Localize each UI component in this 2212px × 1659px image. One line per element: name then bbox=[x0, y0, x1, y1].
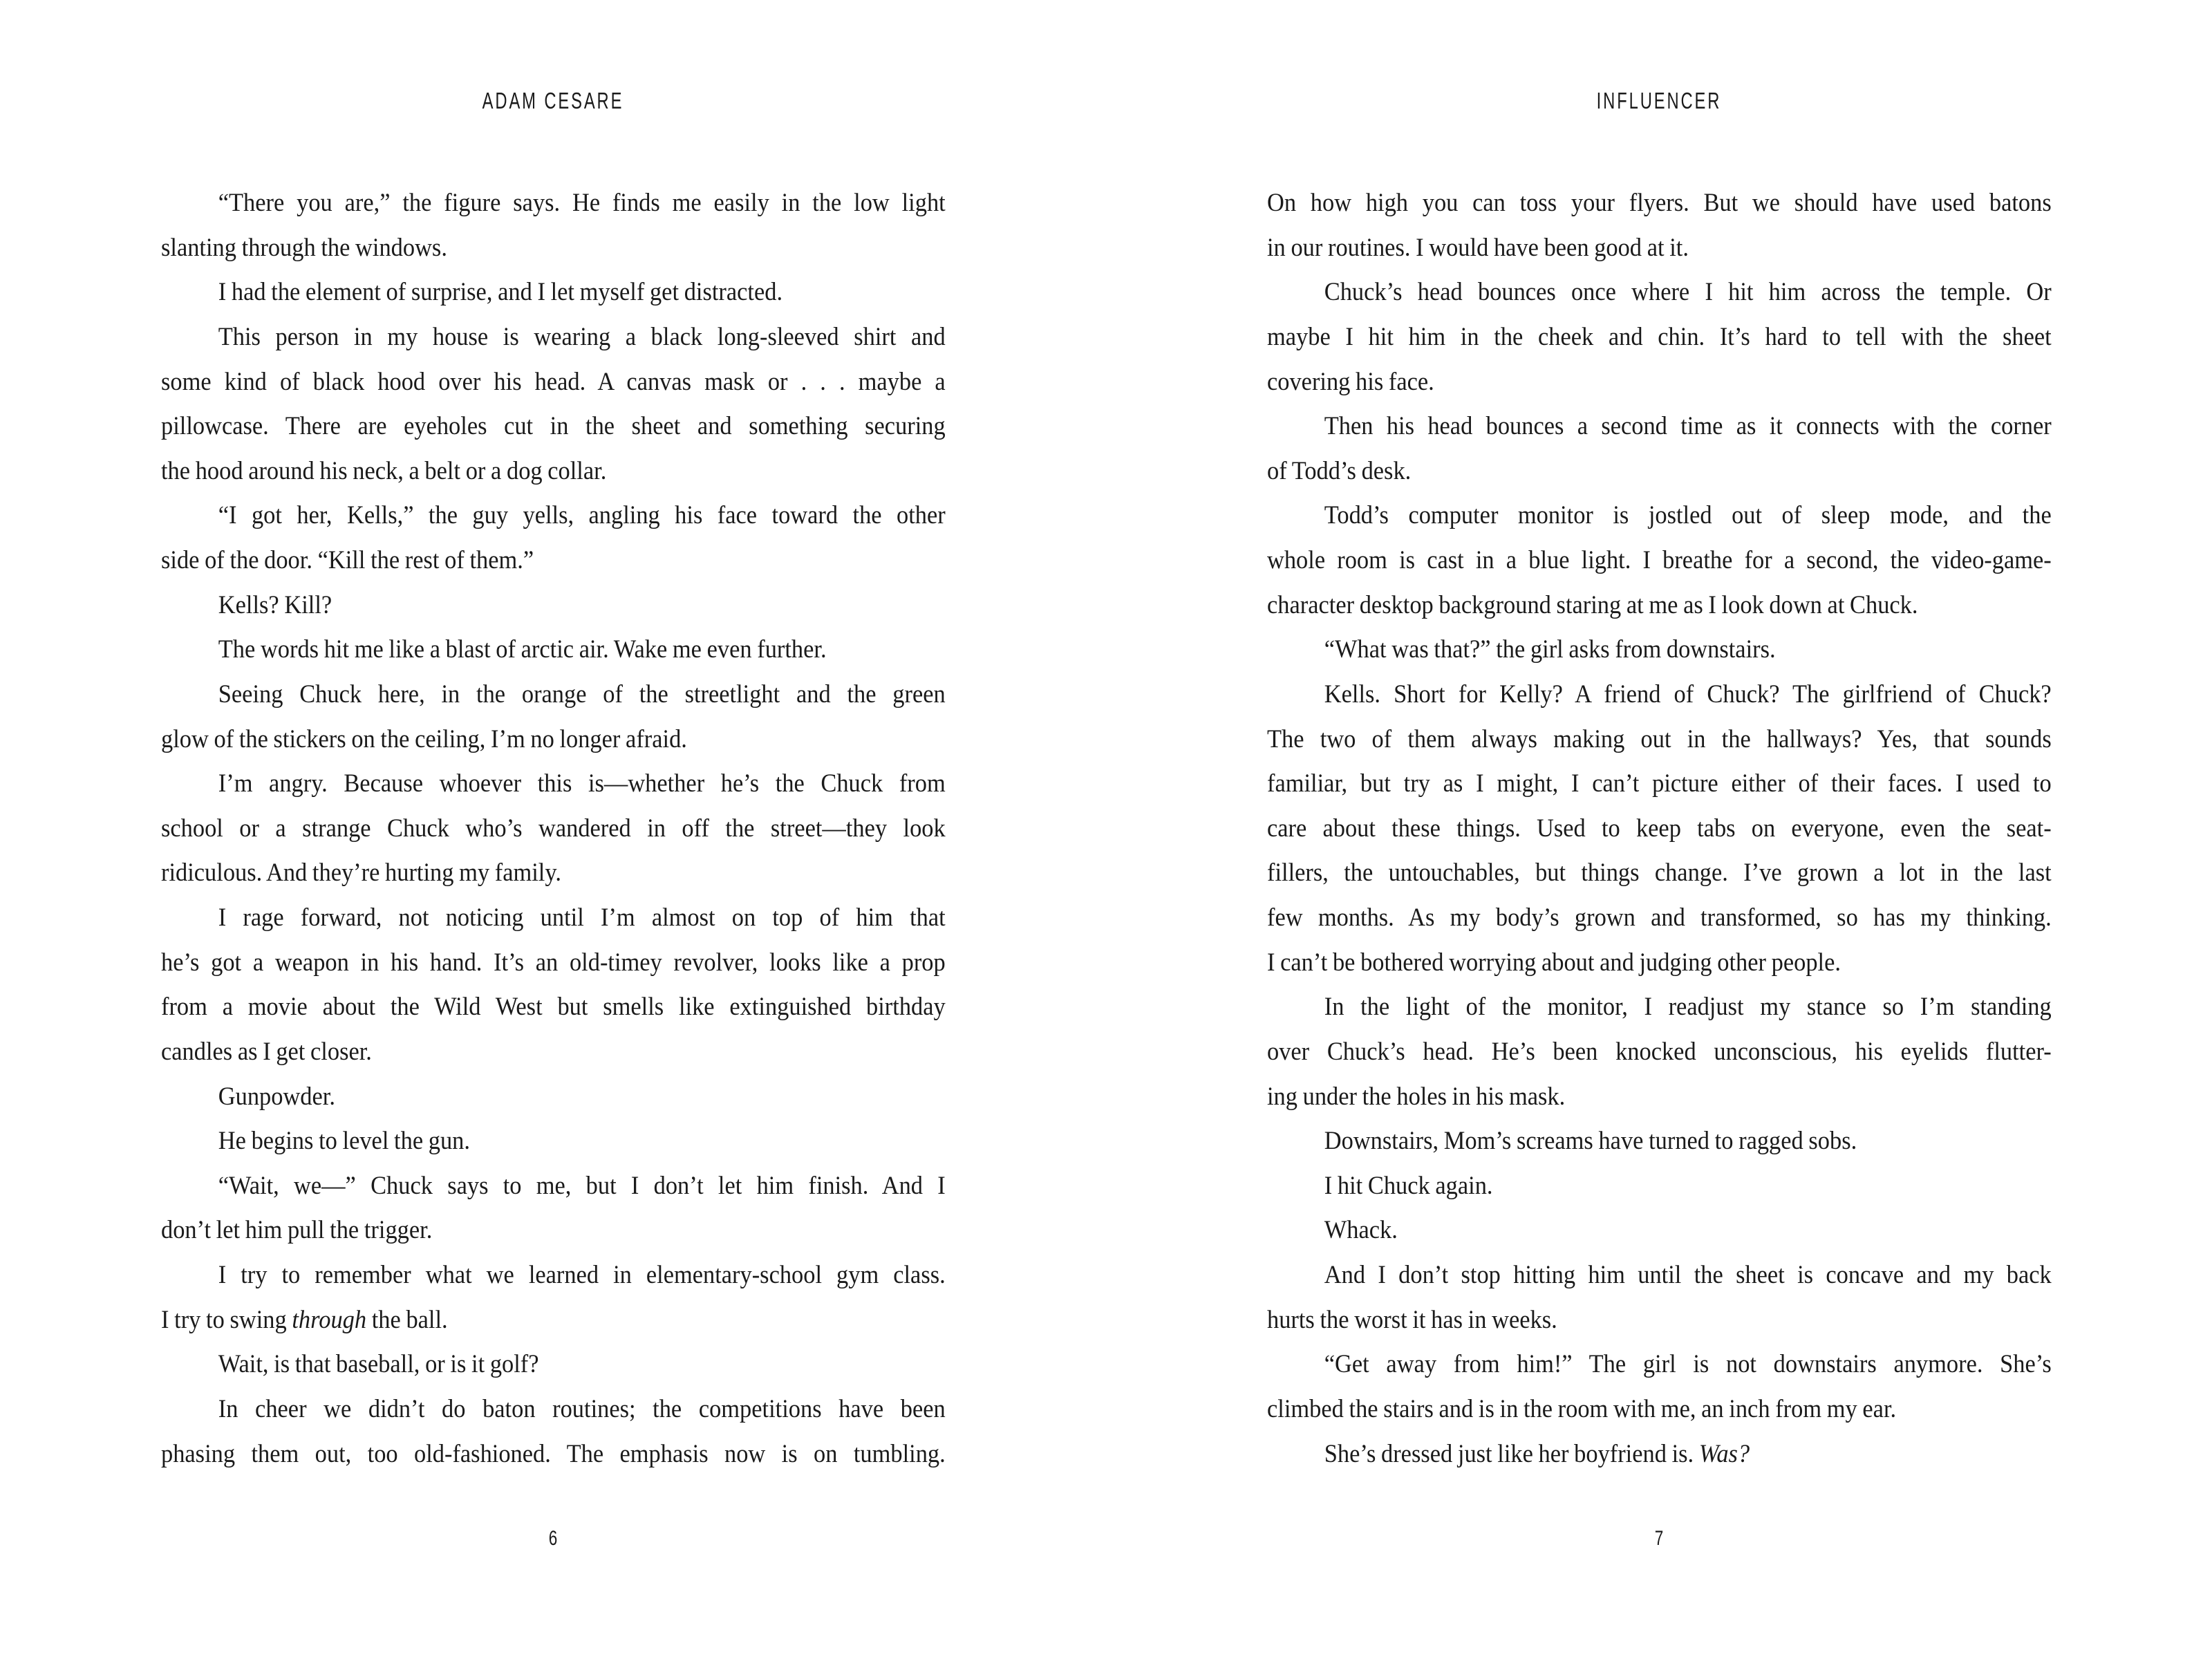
text-line bbox=[1267, 718, 2052, 762]
text-line bbox=[161, 1253, 946, 1298]
text-line bbox=[161, 807, 946, 852]
text-line bbox=[161, 360, 946, 405]
running-head-title: INFLUENCER bbox=[1596, 88, 1722, 113]
text-segment: in our routines. I would have been good at it. bbox=[1267, 233, 1689, 262]
text-line bbox=[1267, 896, 2052, 941]
text-segment: maybe I hit him in the cheek and chin. It’s hard to tell with the sheet bbox=[1267, 322, 2052, 351]
text-segment: climbed the stairs and is in the room with me, an inch from my ear. bbox=[1267, 1394, 1897, 1423]
text-segment: He begins to level the gun. bbox=[218, 1127, 470, 1156]
text-segment: This person in my house is wearing a black long-sleeved shirt and bbox=[218, 322, 946, 351]
text-segment: I’m angry. Because whoever this is—whether he’s the Chuck from bbox=[218, 769, 946, 798]
text-line bbox=[1267, 1164, 2052, 1209]
italic-text: through bbox=[292, 1305, 367, 1334]
text-line bbox=[1267, 628, 2052, 673]
text-segment: I hit Chuck again. bbox=[1324, 1171, 1493, 1200]
text-segment: whole room is cast in a blue light. I breathe for a second, the video-game- bbox=[1267, 546, 2052, 574]
text-line bbox=[161, 1298, 946, 1343]
text-line bbox=[161, 941, 946, 986]
text-segment: In cheer we didn’t do baton routines; the competitions have been bbox=[218, 1394, 946, 1423]
text-segment: “Get away from him!” The girl is not downstairs anymore. She’s bbox=[1324, 1350, 2052, 1379]
text-segment: Seeing Chuck here, in the orange of the streetlight and the green bbox=[218, 679, 946, 709]
text-segment: And I don’t stop hitting him until the sheet is concave and my back bbox=[1324, 1261, 2052, 1289]
text-segment: “There you are,” the figure says. He finds me easily in the low light bbox=[218, 189, 946, 217]
text-segment: hurts the worst it has in weeks. bbox=[1267, 1305, 1557, 1334]
text-line bbox=[161, 583, 946, 628]
running-head-author: ADAM CESARE bbox=[482, 88, 624, 113]
text-line bbox=[161, 226, 946, 271]
text-line bbox=[1267, 673, 2052, 718]
text-segment: “What was that?” the girl asks from downstairs. bbox=[1324, 635, 1776, 664]
text-line bbox=[1267, 1075, 2052, 1120]
text-segment: phasing them out, too old-fashioned. The emphasis now is on tumbling. bbox=[161, 1439, 946, 1468]
text-line bbox=[1267, 226, 2052, 271]
text-line bbox=[161, 1208, 946, 1253]
text-segment: care about these things. Used to keep tabs on everyone, even the seat- bbox=[1267, 814, 2052, 843]
text-segment: school or a strange Chuck who’s wandered in off the street—they look bbox=[161, 814, 946, 843]
text-line bbox=[161, 538, 946, 583]
text-segment: candles as I get closer. bbox=[161, 1037, 372, 1066]
text-line bbox=[161, 270, 946, 315]
text-segment: over Chuck’s head. He’s been knocked unconscious, his eyelids flutter- bbox=[1267, 1037, 2052, 1066]
text-line bbox=[161, 404, 946, 449]
text-segment: of Todd’s desk. bbox=[1267, 456, 1412, 485]
text-line bbox=[161, 985, 946, 1030]
body-text bbox=[161, 181, 946, 1477]
text-line bbox=[161, 1075, 946, 1120]
text-segment: side of the door. “Kill the rest of them.” bbox=[161, 546, 534, 574]
italic-text: Was? bbox=[1698, 1439, 1750, 1468]
text-line bbox=[1267, 807, 2052, 852]
text-line bbox=[1267, 1119, 2052, 1164]
text-line bbox=[1267, 1298, 2052, 1343]
text-segment: Downstairs, Mom’s screams have turned to ragged sobs. bbox=[1324, 1127, 1857, 1156]
text-line bbox=[161, 1432, 946, 1477]
text-line bbox=[161, 1342, 946, 1387]
text-segment: fillers, the untouchables, but things change. I’ve grown a lot in the last bbox=[1267, 859, 2052, 888]
text-line bbox=[161, 449, 946, 494]
text-line bbox=[161, 896, 946, 941]
text-line bbox=[1267, 270, 2052, 315]
text-segment: Todd’s computer monitor is jostled out of sleep mode, and the bbox=[1324, 501, 2052, 530]
text-line bbox=[161, 1030, 946, 1075]
text-line bbox=[161, 762, 946, 807]
text-segment: Whack. bbox=[1324, 1216, 1398, 1245]
text-segment: I try to remember what we learned in elementary-school gym class. bbox=[218, 1261, 946, 1289]
text-segment: The two of them always making out in the hallways? Yes, that sounds bbox=[1267, 724, 2052, 753]
text-segment: covering his face. bbox=[1267, 367, 1434, 396]
text-line bbox=[161, 1119, 946, 1164]
text-line bbox=[161, 315, 946, 360]
text-line bbox=[161, 1387, 946, 1432]
text-segment: I rage forward, not noticing until I’m almost on top of him that bbox=[218, 903, 946, 932]
text-line bbox=[1267, 1030, 2052, 1075]
text-line bbox=[1267, 1208, 2052, 1253]
text-segment: On how high you can toss your flyers. But we should have used batons bbox=[1267, 189, 2052, 217]
text-segment: Chuck’s head bounces once where I hit him across the temple. Or bbox=[1324, 278, 2052, 307]
text-segment: ridiculous. And they’re hurting my family. bbox=[161, 859, 561, 888]
text-line bbox=[1267, 985, 2052, 1030]
text-segment: the hood around his neck, a belt or a dog collar. bbox=[161, 456, 607, 485]
text-segment: from a movie about the Wild West but smells like extinguished birthday bbox=[161, 993, 946, 1022]
text-line bbox=[161, 851, 946, 896]
text-line bbox=[1267, 1387, 2052, 1432]
text-segment: I try to swing bbox=[161, 1305, 292, 1334]
text-segment: I can’t be bothered worrying about and judging other people. bbox=[1267, 948, 1841, 977]
text-line bbox=[1267, 538, 2052, 583]
text-segment: ing under the holes in his mask. bbox=[1267, 1082, 1566, 1111]
text-line bbox=[1267, 583, 2052, 628]
text-segment: Then his head bounces a second time as it connects with the corner bbox=[1324, 412, 2052, 441]
text-segment: In the light of the monitor, I readjust my stance so I’m standing bbox=[1324, 993, 2052, 1022]
text-segment: I had the element of surprise, and I let myself get distracted. bbox=[218, 278, 783, 307]
text-segment: slanting through the windows. bbox=[161, 233, 447, 262]
text-line bbox=[1267, 1253, 2052, 1298]
text-segment: Wait, is that baseball, or is it golf? bbox=[218, 1350, 539, 1379]
text-line bbox=[1267, 360, 2052, 405]
page-number: 6 bbox=[548, 1527, 558, 1550]
text-line bbox=[1267, 1342, 2052, 1387]
text-segment: character desktop background staring at me as I look down at Chuck. bbox=[1267, 590, 1918, 619]
text-line bbox=[161, 718, 946, 762]
text-segment: the ball. bbox=[366, 1305, 448, 1334]
text-segment: familiar, but try as I might, I can’t picture either of their faces. I used to bbox=[1267, 769, 2052, 798]
text-segment: glow of the stickers on the ceiling, I’m no longer afraid. bbox=[161, 724, 687, 753]
text-line bbox=[1267, 449, 2052, 494]
text-line bbox=[1267, 1432, 2052, 1477]
text-segment: pillowcase. There are eyeholes cut in the sheet and something securing bbox=[161, 412, 946, 441]
text-segment: The words hit me like a blast of arctic air. Wake me even further. bbox=[218, 635, 827, 664]
text-line bbox=[161, 673, 946, 718]
text-line bbox=[1267, 941, 2052, 986]
text-line bbox=[161, 181, 946, 226]
text-segment: Gunpowder. bbox=[218, 1082, 335, 1111]
text-line bbox=[1267, 494, 2052, 538]
text-line bbox=[1267, 851, 2052, 896]
text-line bbox=[1267, 315, 2052, 360]
text-segment: don’t let him pull the trigger. bbox=[161, 1216, 433, 1245]
text-segment: he’s got a weapon in his hand. It’s an old-timey revolver, looks like a prop bbox=[161, 948, 946, 977]
text-line bbox=[161, 494, 946, 538]
text-segment: Kells. Short for Kelly? A friend of Chuck? The girlfriend of Chuck? bbox=[1324, 679, 2052, 709]
body-text bbox=[1267, 181, 2052, 1477]
right-page bbox=[1106, 0, 2212, 1659]
text-line bbox=[1267, 762, 2052, 807]
text-line bbox=[161, 1164, 946, 1209]
text-line bbox=[1267, 404, 2052, 449]
text-segment: “Wait, we—” Chuck says to me, but I don’t let him finish. And I bbox=[218, 1171, 946, 1200]
text-line bbox=[1267, 181, 2052, 226]
text-segment: “I got her, Kells,” the guy yells, angling his face toward the other bbox=[218, 501, 946, 530]
text-line bbox=[161, 628, 946, 673]
page-number: 7 bbox=[1654, 1527, 1664, 1550]
text-segment: few months. As my body’s grown and transformed, so has my thinking. bbox=[1267, 903, 2052, 932]
text-segment: some kind of black hood over his head. A canvas mask or . . . maybe a bbox=[161, 367, 946, 396]
text-segment: Kells? Kill? bbox=[218, 590, 332, 619]
text-segment: She’s dressed just like her boyfriend is. bbox=[1324, 1439, 1699, 1468]
